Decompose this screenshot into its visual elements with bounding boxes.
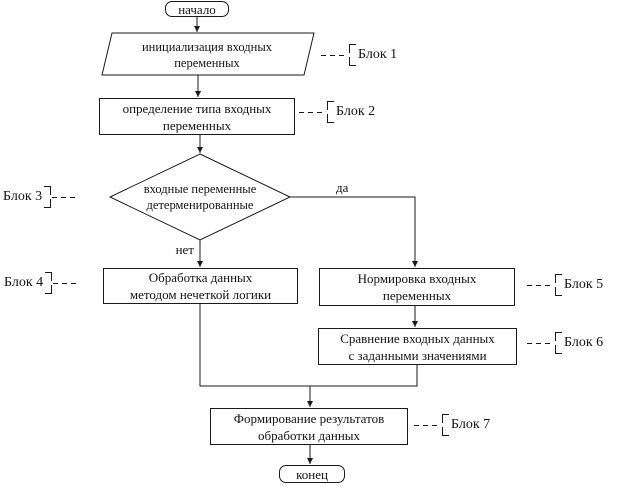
annotation-dash-line [527,343,554,344]
edge-decision-normalize [290,197,415,267]
annotation-dash-line [53,283,80,284]
annotation-dash-line [527,285,554,286]
decision-diamond-text: входные переменные детерменированные [143,182,257,212]
end-terminator [279,465,345,483]
annotation-dash-line [52,197,79,198]
branch-label-yes: да [336,180,349,195]
fuzzy-process-box: Обработка данных методом нечеткой логики [103,268,298,304]
bracket-icon [44,186,51,208]
end-label: конец [296,466,328,482]
bracket-icon [555,274,562,296]
annotation-block-1: Блок 1 [321,44,398,66]
bracket-icon [327,101,334,123]
annotation-block-4: Блок 4 [3,272,80,294]
annotation-dash-line [414,425,441,426]
annotation-dash-line [299,112,326,113]
start-label: начало [178,1,216,17]
start-terminator [165,1,229,17]
annotation-block-7: Блок 7 [414,414,491,436]
init-parallelogram-text: инициализация входных переменных [141,39,273,70]
annotation-block-2: Блок 2 [299,101,376,123]
annotation-block-5: Блок 5 [527,274,604,296]
annotation-dash-line [321,55,348,56]
bracket-icon [349,44,356,66]
branch-label-no: нет [175,242,194,257]
annotation-block-3: Блок 3 [2,186,79,208]
normalize-process-box: Нормировка входных переменных [319,268,515,306]
compare-process-box: Сравнение входных данных с заданными значениями [318,328,517,365]
bracket-icon [555,332,562,354]
bracket-icon [45,272,52,294]
bracket-icon [442,414,449,436]
annotation-block-6: Блок 6 [527,332,604,354]
type-process-box: определение типа входных переменных [99,98,295,135]
results-process-box: Формирование результатов обработки данных [210,408,408,445]
